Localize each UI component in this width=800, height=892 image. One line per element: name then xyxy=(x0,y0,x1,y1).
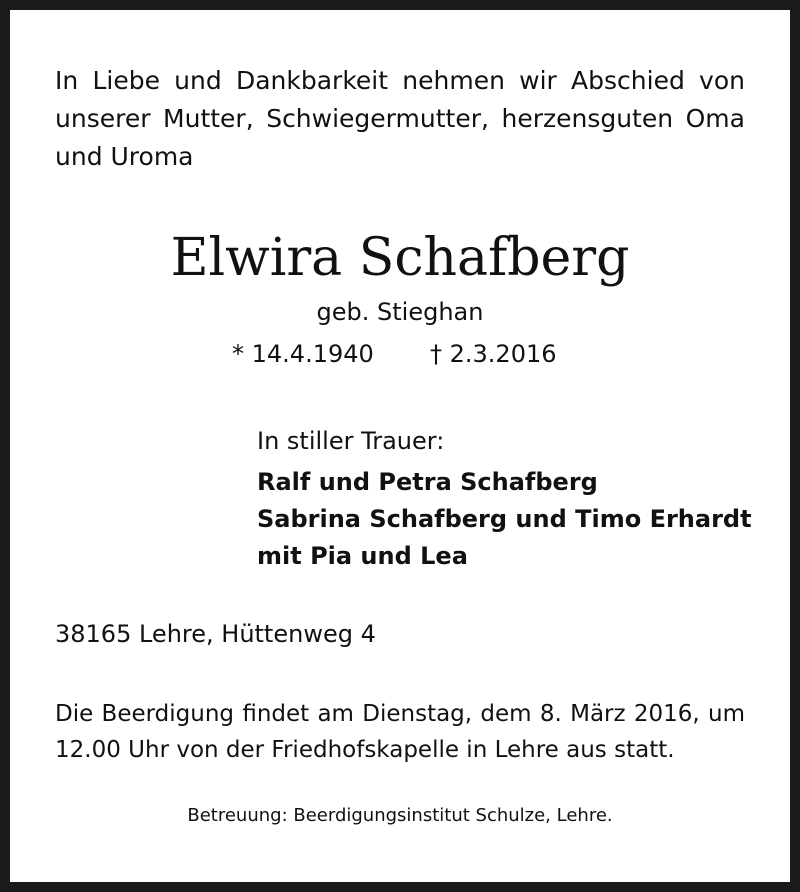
mourners-heading: In stiller Trauer: xyxy=(257,427,445,455)
funeral-home-credit: Betreuung: Beerdigungsinstitut Schulze, Lehre. xyxy=(187,805,613,826)
intro-text xyxy=(55,62,745,176)
mourner-line: Sabrina Schafberg und Timo Erhardt xyxy=(257,505,752,533)
funeral-info xyxy=(55,696,745,768)
intro-line-1: In Liebe und Dankbarkeit nehmen wir Abschied von xyxy=(55,66,745,95)
birth-date: * 14.4.1940 xyxy=(232,340,374,368)
address: 38165 Lehre, Hüttenweg 4 xyxy=(55,620,376,648)
mourner-line: mit Pia und Lea xyxy=(257,542,468,570)
mourner-line: Ralf und Petra Schafberg xyxy=(257,468,598,496)
death-date: † 2.3.2016 xyxy=(430,340,557,368)
intro-line-3: und Uroma xyxy=(55,142,194,171)
mourners-list xyxy=(257,464,752,575)
intro-line-2: unserer Mutter, Schwiegermutter, herzensguten Oma xyxy=(55,104,745,133)
born-name: geb. Stieghan xyxy=(316,298,484,326)
funeral-line-2: 12.00 Uhr von der Friedhofskapelle in Lehre aus statt. xyxy=(55,737,675,763)
funeral-line-1: Die Beerdigung findet am Dienstag, dem 8. März 2016, um xyxy=(55,701,745,727)
deceased-name: Elwira Schafberg xyxy=(170,228,630,288)
obituary-notice xyxy=(10,10,790,882)
